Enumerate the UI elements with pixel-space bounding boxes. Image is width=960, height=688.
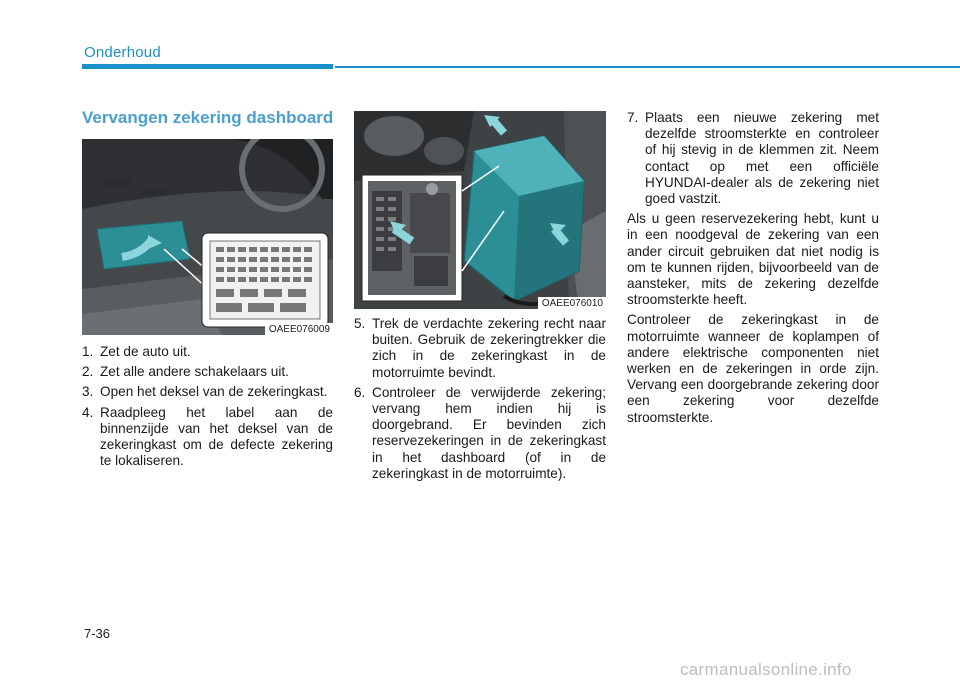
step-item: [354, 385, 606, 482]
chapter-title: Onderhoud: [84, 44, 161, 61]
watermark-text: carmanualsonline.info: [680, 660, 852, 679]
engine-bay-illustration: [354, 111, 606, 309]
step-text: Raadpleeg het label aan de binnenzijde van het deksel van de zekeringkast om de defecte zekering te lokaliseren.: [100, 404, 333, 469]
step-number: 2.: [82, 364, 94, 380]
header-rule-thick: [82, 64, 333, 69]
body-paragraph: Als u geen reservezekering hebt, kunt u in een noodgeval de zekering van een ander circuit gebruiken dat niet nodig is om te kunnen rijden, bijvoorbeeld van de aansteker, mits de zekering dezelfde stroomsterkte heeft.: [627, 211, 879, 308]
step-item: [627, 110, 879, 207]
page-number: 7-36: [84, 626, 111, 641]
figure-dashboard-fusebox: [82, 139, 333, 335]
step-item: [82, 405, 333, 470]
step-number: 6.: [354, 384, 366, 400]
step-item: [82, 384, 333, 400]
dashboard-illustration: [82, 139, 333, 335]
step-item: [82, 364, 333, 380]
step-number: 1.: [82, 344, 94, 359]
step-item: [354, 316, 606, 381]
left-column: [82, 344, 333, 473]
step-number: 7.: [627, 110, 639, 125]
step-text: Plaats een nieuwe zekering met dezelfde stroomsterkte en controleer of hij stevig in de klemmen zit. Neem contact op met een officiële HYUNDAI-dealer als de zekering niet goed vastzit.: [645, 110, 879, 207]
step-number: 4.: [82, 404, 94, 420]
header-rule-thin: [335, 66, 960, 68]
figure-engine-fusebox: [354, 111, 606, 309]
step-text: Trek de verdachte zekering recht naar buiten. Gebruik de zekeringtrekker die zich in de zekeringkast in de motorruimte bevindt.: [372, 316, 606, 380]
figure-code-label: OAEE076010: [538, 297, 606, 309]
step-text: Open het deksel van de zekeringkast.: [100, 384, 328, 400]
body-paragraph: Controleer de zekeringkast in de motorruimte wanneer de koplampen of andere elektrische componenten niet werken en de zekeringen in orde zijn. Vervang een doorgebrande zekering door een zekering voor dezelfde stroomsterkte.: [627, 312, 879, 425]
step-text: Controleer de verwijderde zekering; vervang hem indien hij is doorgebrand. Er bevinden zich reservezekeringen in de zekeringkast in het dashboard (of in de zekeringkast in de motorruimte).: [372, 384, 606, 481]
figure-code-label: OAEE076009: [265, 323, 333, 335]
step-number: 5.: [354, 316, 366, 331]
step-text: Zet de auto uit.: [100, 344, 191, 359]
step-item: [82, 344, 333, 360]
step-text: Zet alle andere schakelaars uit.: [100, 364, 289, 380]
section-heading: Vervangen zekering dashboard: [82, 108, 334, 127]
middle-column: [354, 316, 606, 486]
step-number: 3.: [82, 384, 94, 400]
right-column: [627, 110, 879, 430]
